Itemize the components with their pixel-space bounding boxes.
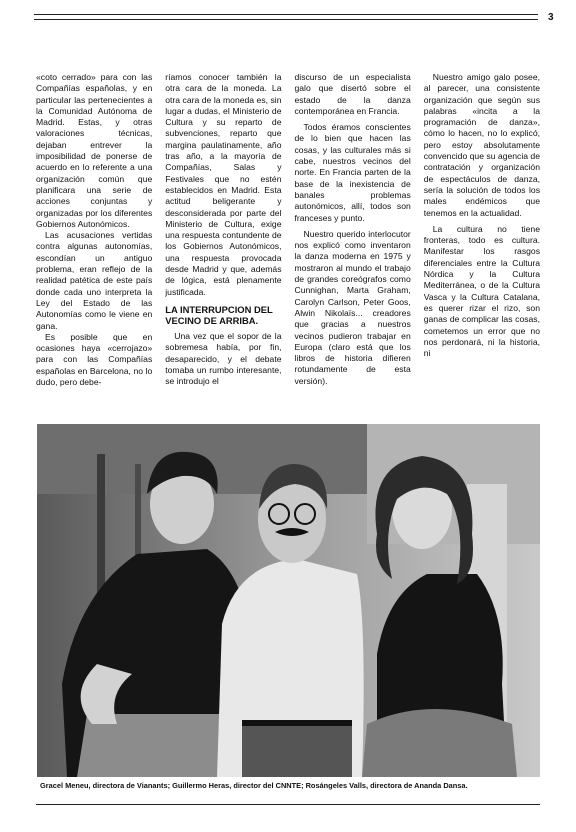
top-rule-lower bbox=[34, 19, 538, 20]
section-subheading: LA INTERRUPCION DEL VECINO DE ARRIBA. bbox=[165, 303, 273, 326]
article-column-1 bbox=[36, 72, 152, 422]
paragraph: «coto cerrado» para con las Compañías españolas, y en particular las pertenecientes a la Comunidad Autónoma de Madrid. Estas, y otras valoraciones técnicas, dejaban entrever la imposibilidad de ponerse de acuerdo en lo referente a una organización común que planificara una serie de acciones conjuntas y organizadas por los diferentes Gobiernos Autonómicos. bbox=[36, 72, 153, 229]
article-column-3 bbox=[295, 72, 411, 422]
article-column-4 bbox=[424, 72, 540, 422]
article-body bbox=[36, 72, 540, 422]
paragraph: Nuestro amigo galo posee, al parecer, una consistente organización que según sus palabras «incita a la programación de danza», cómo lo hacen, no lo explicó, pero estoy absolutamente convencido que su agencia de contratación y organización de espectáculos de danza, sería la solución de todos los males endémicos que tenemos en la actualidad. bbox=[423, 72, 540, 218]
paragraph: Todos éramos conscientes de lo bien que hacen las cosas, y las culturales más si cabe, nuestros vecinos del norte. En Francia parten de la base de la inexistencia de banales problemas autonómicos, allí, todos son franceses y punto. bbox=[294, 122, 411, 223]
bottom-rule bbox=[36, 804, 540, 805]
paragraph: Una vez que el sopor de la sobremesa había, por fin, desaparecido, y el debate tomaba un rumbo interesante, se introdujo el bbox=[165, 330, 282, 387]
paragraph: ríamos conocer también la otra cara de la moneda. La otra cara de la moneda es, sin lugar a dudas, el Ministerio de Cultura y su reparto de subvenciones, reparto que margina paulatinamente, año tras año, a la mayoría de Compañías, Salas y Festivales que no estén establecidos en Madrid. Esta actitud beligerante y desconsiderada por parte del Ministerio de Cultura, exige una respuesta contundente de los Gobiernos Autonómicos, una respuesta provocada desde Madrid y que, además de lógica, está plenamente justificada. bbox=[165, 72, 282, 297]
paragraph: Nuestro querido interlocutor nos explicó como inventaron la danza moderna en 1975 y mostraron al mundo el trabajo de grandes coreógrafos como Cunnighan, Marta Graham, Carolyn Carlson, Peter Goos, Alwin Nikolaïs... creadores que gracias a nuestros vecinos pudieron trabajar en Europa (claro está que los libros de historia difieren rotundamente de esta versión). bbox=[294, 228, 411, 386]
top-rule bbox=[34, 14, 538, 15]
page-number: 3 bbox=[548, 12, 554, 23]
paragraph: La cultura no tiene fronteras, todo es cultura. Manifestar los rasgos diferenciales entre la Cultura Nórdica y la Cultura Mediterránea, o de la Cultura Vasca y la Cultura Catalana, es querer rizar el rizo, son ganas de complicar las cosas, cometemos un error que no nos perdonará, ni la historia, ni bbox=[423, 223, 540, 359]
group-photo bbox=[37, 424, 540, 777]
article-column-2 bbox=[165, 72, 281, 422]
paragraph: Las acusaciones vertidas contra algunas autonomías, escondían un antiguo problema, eran reflejo de la realidad patética de este país donde cada uno interpreta la Ley del Estado de las Autonomías como le viene en gana. bbox=[36, 230, 153, 331]
paragraph: Es posible que en ocasiones haya «cerrojazo» para con las Compañías españolas en Barcelona, no lo dudo, pero debe- bbox=[36, 331, 153, 388]
photo-caption: Gracel Meneu, directora de Vianants; Guillermo Heras, director del CNNTE; Rosángeles Valls, directora de Ananda Dansa. bbox=[40, 781, 468, 790]
paragraph: discurso de un especialista galo que disertó sobre el estado de la danza contemporánea en Francia. bbox=[294, 72, 411, 116]
